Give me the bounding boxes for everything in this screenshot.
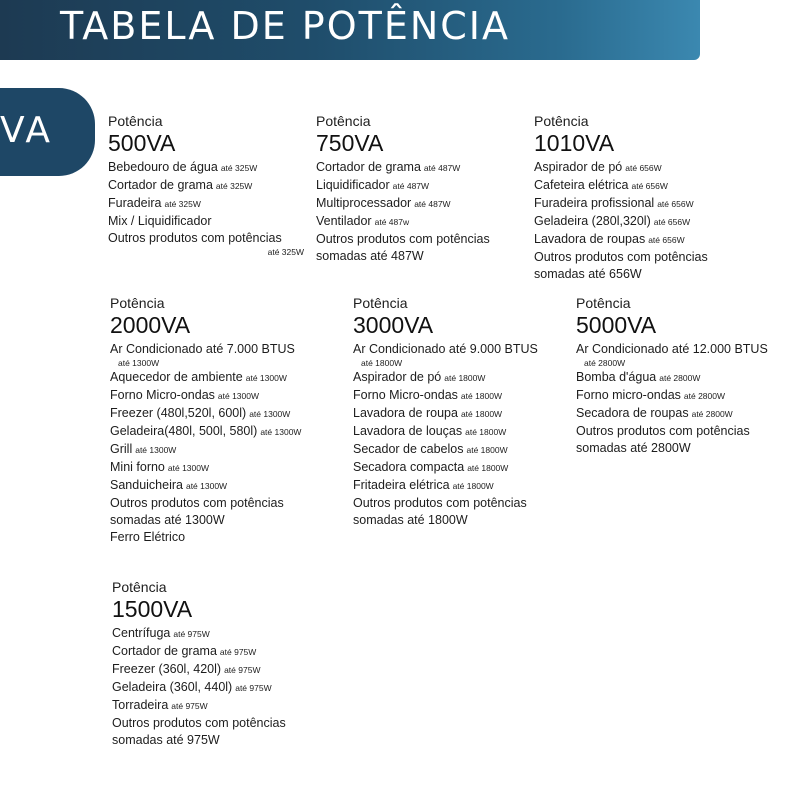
other-limit: somadas até 2800W [576,441,691,455]
list-item [108,195,308,213]
item-name: Liquidificador [316,178,390,192]
other-products: Outros produtos com potências [108,231,282,245]
item-name: Freezer (360l, 420l) [112,662,222,676]
item-limit: até 1300W [135,445,177,455]
item-name: Cortador de grama [316,160,421,174]
item-name: Furadeira profissional [534,196,655,210]
list-item [108,213,308,230]
list-item [110,459,340,477]
item-limit: até 975W [219,647,257,657]
list-item [112,643,332,661]
item-name: Lavadora de roupas [534,232,646,246]
item-name: Ar Condicionado até 7.000 BTUS [110,342,295,356]
item-name: Grill [110,442,133,456]
item-name: Fritadeira elétrica [353,478,450,492]
power-block-5000va [576,295,791,457]
item-name: Cafeteira elétrica [534,178,629,192]
other-limit: somadas até 975W [112,733,220,747]
list-item [108,159,308,177]
item-limit: até 1800W [452,481,494,491]
other-limit: somadas até 1800W [353,513,468,527]
power-label: Potência [112,579,167,595]
item-name: Torradeira [112,698,169,712]
item-limit: até 975W [171,701,208,711]
title-banner [0,0,700,60]
item-limit: até 1300W [249,409,291,419]
list-item [112,679,332,697]
item-limit: até 1800W [444,373,486,383]
list-item [353,441,563,459]
list-item [353,341,563,369]
item-limit: até 2800W [584,358,626,368]
item-limit: até 656W [631,181,668,191]
power-value: 500VA [108,130,176,156]
item-name: Lavadora de louças [353,424,463,438]
power-value: 2000VA [110,312,191,338]
list-item [353,387,563,405]
item-limit: até 975W [173,629,210,639]
item-name: Ar Condicionado até 12.000 BTUS [576,342,768,356]
power-block-3000va [353,295,563,529]
list-item [110,405,340,423]
item-limit: até 1300W [118,358,160,368]
item-limit: até 1800W [465,427,507,437]
list-item [353,477,563,495]
list-item-extra: Ferro Elétrico [110,530,186,544]
item-limit: até 2800W [691,409,733,419]
list-item [534,195,764,213]
item-name: Aspirador de pó [534,160,623,174]
other-limit: somadas até 1300W [110,513,225,527]
list-item [534,213,764,231]
item-limit: até 487W [392,181,430,191]
item-limit: até 656W [625,163,662,173]
power-value: 1500VA [112,596,193,622]
power-block-1010va [534,113,764,283]
list-item [316,159,526,177]
item-limit: até 1800W [460,409,503,419]
list-item [112,697,332,715]
power-label: Potência [534,113,589,129]
power-block-750va [316,113,526,265]
list-item [316,195,526,213]
item-name: Furadeira [108,196,162,210]
list-item [108,177,308,195]
va-tab [0,88,95,176]
list-item [576,405,791,423]
list-item [112,625,332,643]
list-item [534,231,764,249]
item-limit: até 1300W [185,481,228,491]
other-limit: somadas até 656W [534,267,642,281]
other-products: Outros produtos com potências [353,496,527,510]
item-name: Cortador de grama [112,644,217,658]
va-tab-label: VA [0,110,53,151]
item-limit: até 2800W [659,373,701,383]
item-limit: até 325W [215,181,253,191]
item-name: Lavadora de roupa [353,406,458,420]
other-products: Outros produtos com potências [112,716,286,730]
other-limit: somadas até 487W [316,249,424,263]
list-item [576,387,791,405]
list-item [110,387,340,405]
item-name: Forno Micro-ondas [353,388,458,402]
item-name: Centrífuga [112,626,171,640]
power-label: Potência [110,295,165,311]
power-value: 750VA [316,130,384,156]
other-products: Outros produtos com potências [576,424,750,438]
item-limit: até 1300W [167,463,210,473]
item-name: Bomba d'água [576,370,657,384]
item-name: Ventilador [316,214,372,228]
item-limit: até 325W [220,163,258,173]
list-item [110,369,340,387]
item-limit: até 1800W [466,445,508,455]
power-value: 5000VA [576,312,657,338]
item-name: Secador de cabelos [353,442,464,456]
page-title: TABELA DE POTÊNCIA [60,4,511,48]
item-name: Cortador de grama [108,178,213,192]
list-item [110,441,340,459]
power-block-2000va [110,295,340,546]
list-item [576,369,791,387]
item-limit: até 1800W [467,463,509,473]
item-name: Secadora de roupas [576,406,689,420]
item-limit: até 1300W [260,427,302,437]
other-limit: até 325W [267,247,304,257]
list-item [110,477,340,495]
list-item [316,213,526,231]
item-limit: até 656W [657,199,694,209]
power-block-500va [108,113,308,257]
item-limit: até 1300W [245,373,287,383]
power-block-1500va [112,579,332,749]
item-limit: até 1800W [361,358,403,368]
item-name: Aquecedor de ambiente [110,370,243,384]
item-limit: até 656W [648,235,685,245]
list-item [353,459,563,477]
power-value: 1010VA [534,130,615,156]
list-item [110,423,340,441]
list-item [576,341,791,369]
item-name: Freezer (480l,520l, 600l) [110,406,247,420]
other-products: Outros produtos com potências [110,496,284,510]
list-item [353,405,563,423]
item-name: Geladeira(480l, 500l, 580l) [110,424,258,438]
item-name: Forno Micro-ondas [110,388,215,402]
list-item [110,341,340,369]
other-products: Outros produtos com potências [534,250,708,264]
power-value: 3000VA [353,312,434,338]
power-label: Potência [353,295,408,311]
list-item [353,423,563,441]
item-limit: até 1300W [217,391,260,401]
item-limit: até 975W [235,683,272,693]
item-limit: até 487w [374,217,410,227]
power-label: Potência [576,295,631,311]
list-item [534,177,764,195]
item-name: Ar Condicionado até 9.000 BTUS [353,342,538,356]
item-name: Sanduicheira [110,478,183,492]
list-item [316,177,526,195]
item-limit: até 487W [414,199,451,209]
list-item [112,661,332,679]
item-limit: até 1800W [460,391,503,401]
power-label: Potência [108,113,163,129]
item-name: Geladeira (280l,320l) [534,214,651,228]
item-name: Mix / Liquidificador [108,214,212,228]
list-item [534,159,764,177]
item-limit: até 656W [653,217,691,227]
item-name: Forno micro-ondas [576,388,681,402]
list-item [353,369,563,387]
item-limit: até 487W [423,163,461,173]
item-name: Aspirador de pó [353,370,442,384]
power-label: Potência [316,113,371,129]
item-name: Geladeira (360l, 440l) [112,680,233,694]
item-limit: até 975W [224,665,261,675]
item-name: Bebedouro de água [108,160,218,174]
item-limit: até 325W [164,199,201,209]
item-name: Secadora compacta [353,460,465,474]
item-name: Mini forno [110,460,165,474]
item-name: Multiprocessador [316,196,412,210]
item-limit: até 2800W [683,391,726,401]
other-products: Outros produtos com potências [316,232,490,246]
